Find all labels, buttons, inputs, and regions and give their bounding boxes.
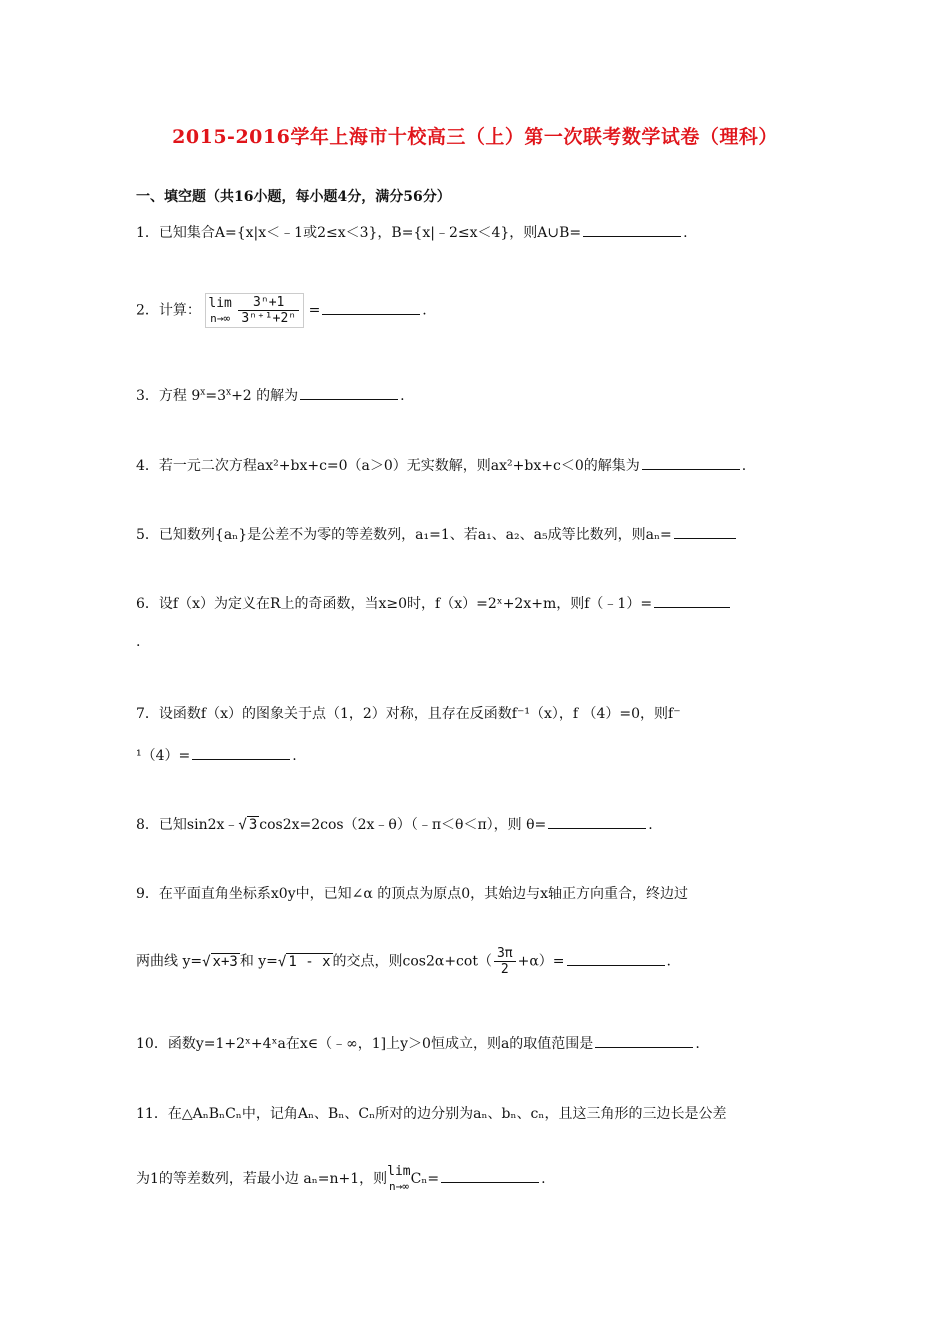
answer-blank	[654, 593, 730, 608]
answer-blank	[642, 455, 740, 470]
q2-prefix: 2．计算：	[136, 302, 201, 319]
answer-blank	[441, 1168, 539, 1183]
question-9-line1: 9．在平面直角坐标系x0y中，已知∠α 的顶点为原点0，其始边与x轴正方向重合，终边过	[136, 886, 689, 902]
answer-blank	[595, 1033, 693, 1048]
fraction: $\frac{\text{3ⁿ+1}}{\text{3ⁿ⁺¹+2ⁿ}}$	[238, 295, 299, 326]
question-9-line2: 两曲线 y=√ x+3 和 y=√ 1 - x 的交点，则cos2α+cot（ $\frac{3\pi}{2}$ +α）= .	[136, 946, 671, 977]
answer-blank	[548, 814, 646, 829]
question-3: 3．方程 $9^x=3^x+2$ 的解为 .	[136, 385, 405, 405]
answer-blank	[674, 524, 736, 539]
limit-symbol: lim n→∞	[387, 1164, 411, 1193]
question-2: 2．计算： lim n→∞ $\frac{\text{3ⁿ+1}}{\text{3ⁿ⁺¹+2ⁿ}}$ = .	[136, 295, 427, 326]
question-7-line2: ¹（4）= .	[136, 745, 297, 765]
sqrt-expression: √ 1 - x	[277, 953, 331, 970]
question-7-line1: 7．设函数f（x）的图象关于点（1，2）对称，且存在反函数f⁻¹（x），f （4）=0，则f⁻	[136, 706, 681, 722]
q1-text: 1．已知集合A={x|x＜﹣1或2≤x＜3}，B={x|﹣2≤x＜4}，则A∪B=	[136, 225, 582, 241]
section-heading: 一、填空题（共16小题，每小题4分，满分56分）	[136, 189, 451, 205]
answer-blank	[567, 951, 665, 966]
answer-blank	[583, 222, 681, 237]
question-1: 1．已知集合A={x|x＜﹣1或2≤x＜3}，B={x|﹣2≤x＜4}，则A∪B= .	[136, 222, 688, 242]
answer-blank	[192, 745, 290, 760]
question-8: 8．已知sin2x﹣√ 3 cos2x=2cos（2x﹣θ）（﹣π＜θ＜π），则 θ= .	[136, 814, 653, 834]
question-5: 5．已知数列{aₙ}是公差不为零的等差数列，a₁=1、若a₁、a₂、a₅成等比数列，则aₙ=	[136, 524, 738, 544]
question-11-line1: 11．在△AₙBₙCₙ中，记角Aₙ、Bₙ、Cₙ所对的边分别为aₙ、bₙ、cₙ，且这三角形的三边长是公差	[136, 1106, 727, 1122]
question-11-line2: 为1的等差数列，若最小边 aₙ=n+1，则lim n→∞ Cₙ= .	[136, 1164, 546, 1193]
limit-formula: lim n→∞ $\frac{\text{3ⁿ+1}}{\text{3ⁿ⁺¹+2ⁿ}}$	[205, 293, 304, 328]
exam-title: 2015-2016学年上海市十校高三（上）第一次联考数学试卷（理科）	[172, 126, 778, 148]
sqrt-expression: √ 3	[238, 817, 258, 833]
answer-blank	[300, 385, 398, 400]
sqrt-expression: √ x+3	[202, 953, 238, 970]
question-6-end: .	[136, 634, 141, 650]
question-6: 6．设f（x）为定义在R上的奇函数，当x≥0时，f（x）=2ˣ+2x+m，则f（﹣1）=	[136, 593, 732, 613]
answer-blank	[322, 300, 420, 315]
question-4: 4．若一元二次方程ax²+bx+c=0（a＞0）无实数解，则ax²+bx+c＜0的解集为 .	[136, 455, 746, 475]
question-10: 10．函数y=1+2ˣ+4ˣa在x∈（﹣∞，1]上y＞0恒成立，则a的取值范围是 .	[136, 1033, 700, 1053]
fraction: $\frac{3\pi}{2}$	[494, 946, 516, 977]
